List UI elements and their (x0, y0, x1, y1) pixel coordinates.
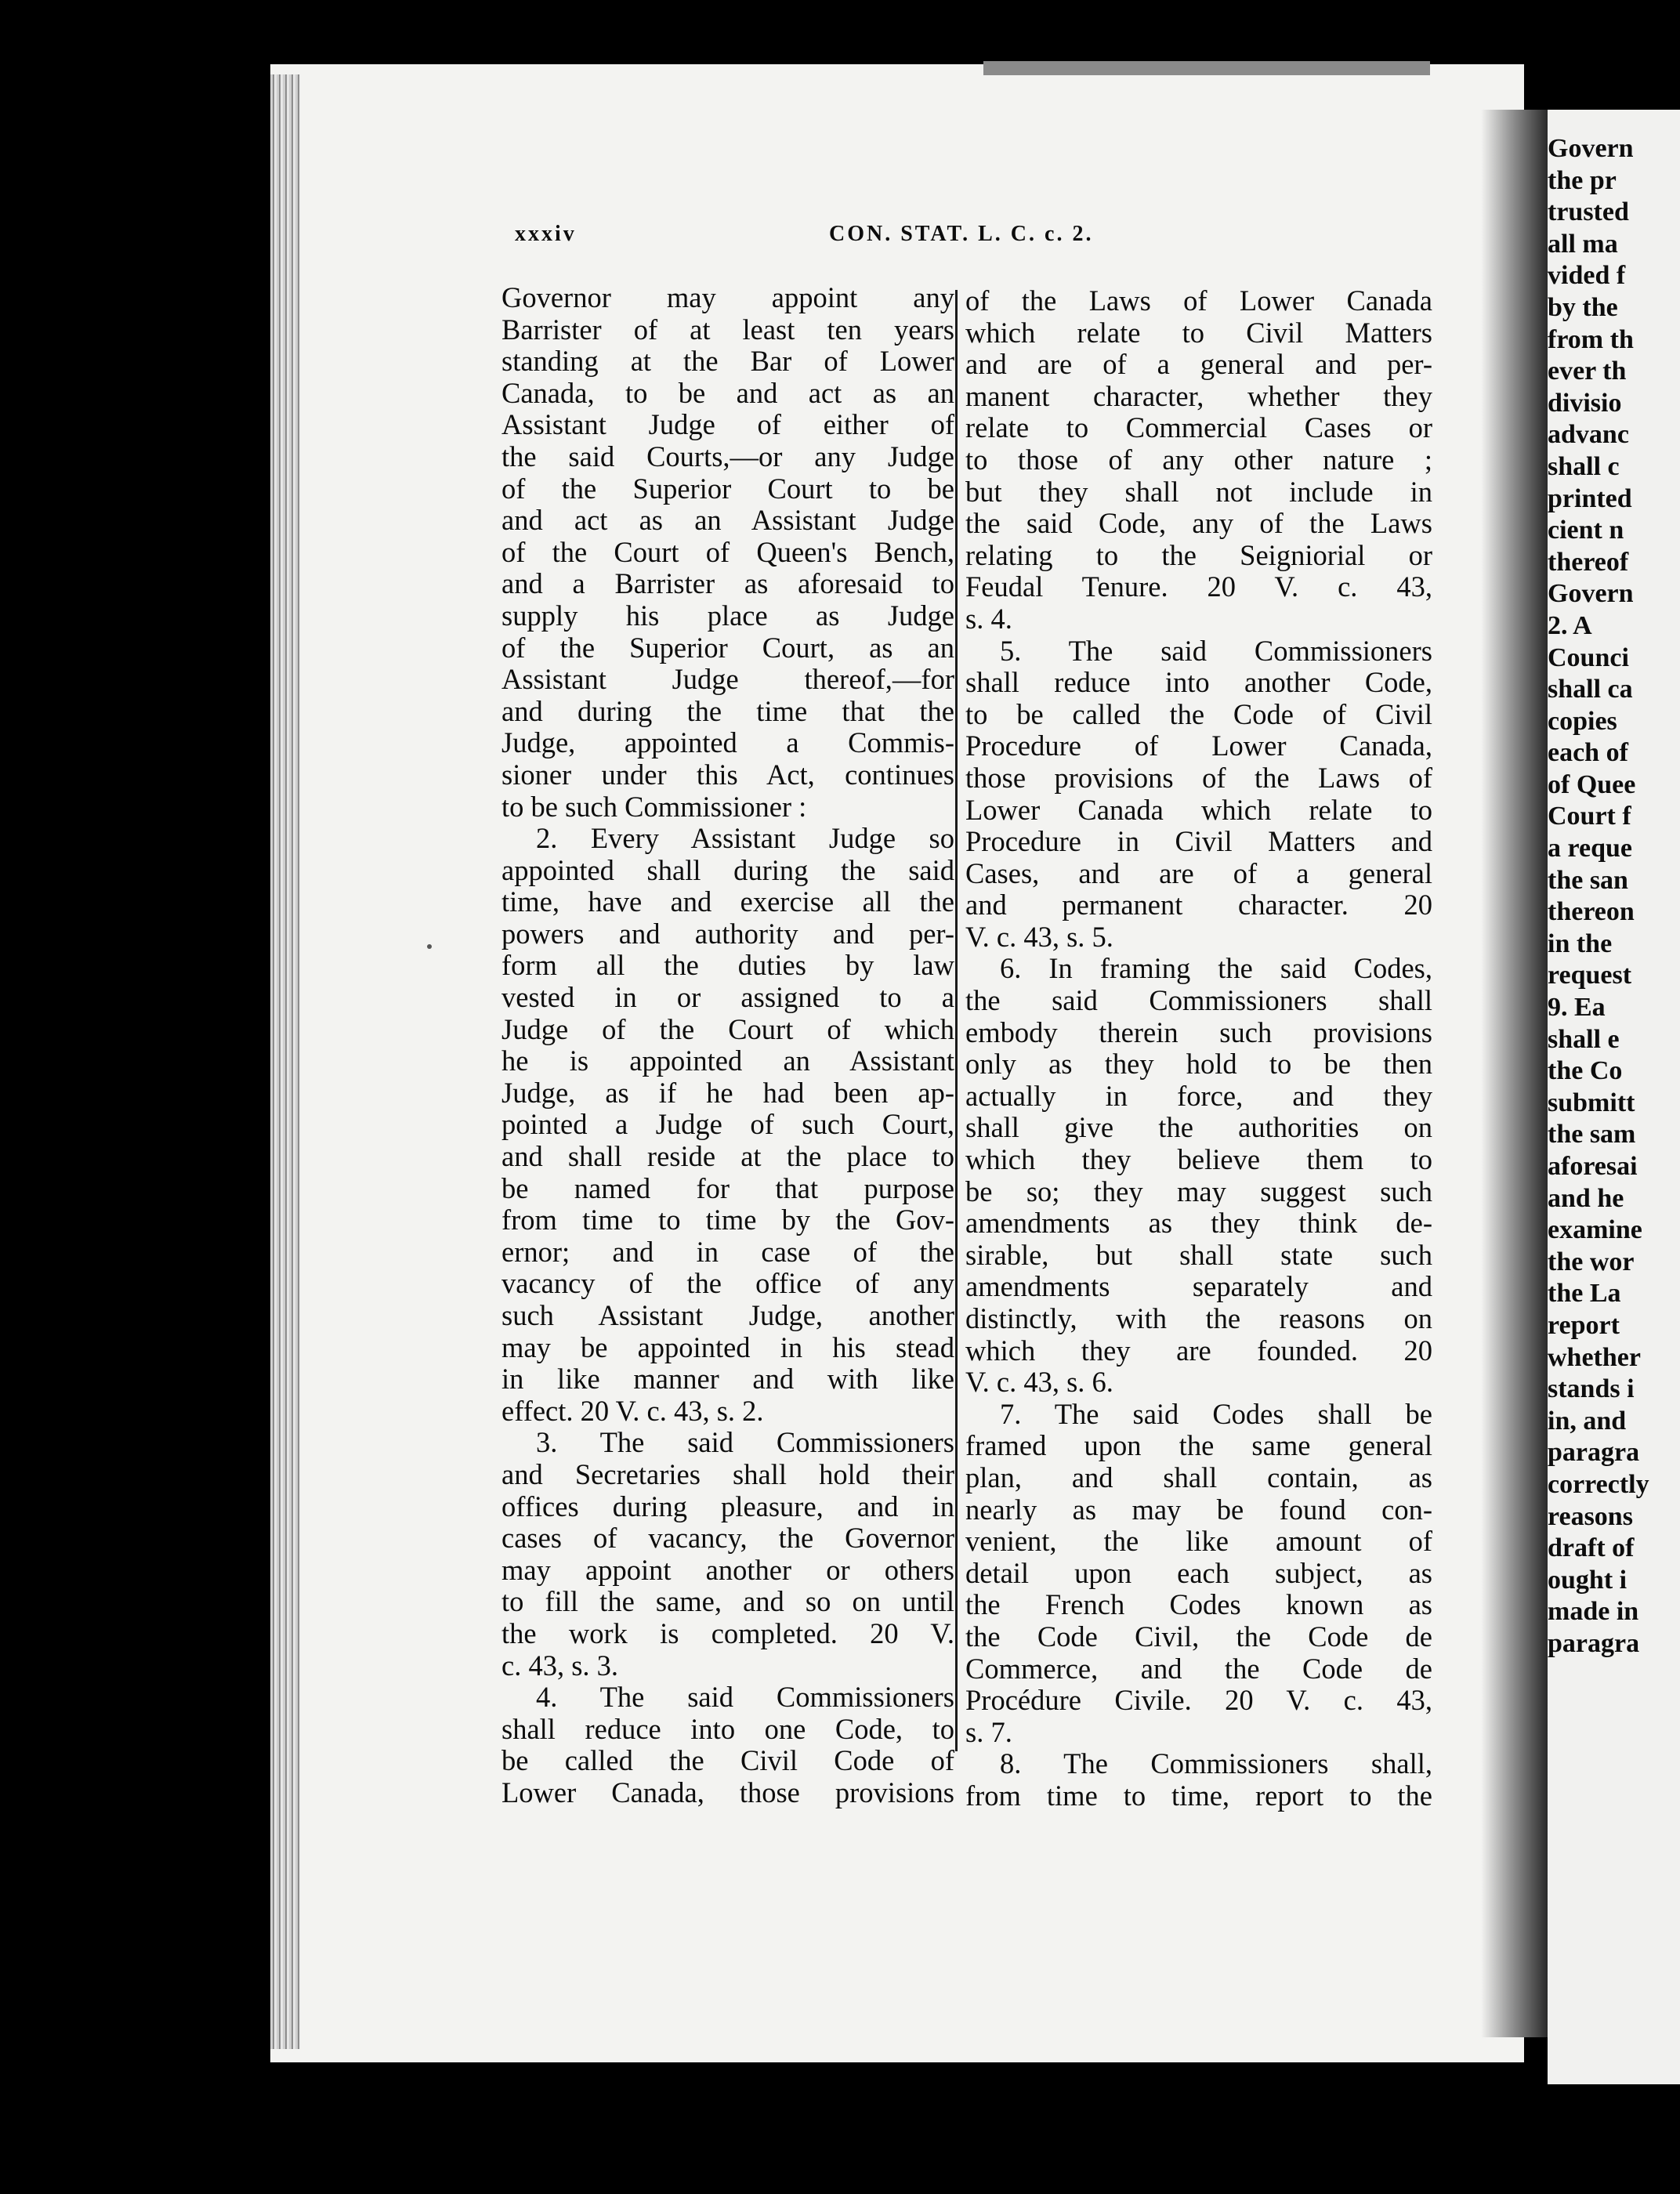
text-line: vested in or assigned to a (501, 981, 954, 1014)
text-line: made in (1548, 1597, 1639, 1627)
text-line: shall e (1548, 1024, 1620, 1054)
text-line: venient, the like amount of (965, 1525, 1432, 1558)
page-number: xxxiv (515, 222, 577, 246)
text-line: but they shall not include in (965, 475, 1432, 508)
text-line: request (1548, 961, 1632, 990)
text-line: thereon (1548, 897, 1635, 927)
text-line: Counci (1548, 643, 1629, 672)
book-gutter (1481, 110, 1551, 2037)
text-line: manent character, whether they (965, 379, 1432, 412)
text-line: shall reduce into one Code, to (501, 1712, 954, 1745)
text-line: Procedure in Civil Matters and (965, 825, 1432, 858)
text-line: of Quee (1548, 769, 1636, 799)
text-line: V. c. 43, s. 5. (965, 920, 1113, 953)
text-line: correctly (1548, 1469, 1649, 1499)
text-line: the said Courts,—or any Judge (501, 440, 954, 472)
text-line: each of (1548, 738, 1628, 768)
text-line: paragra (1548, 1438, 1640, 1468)
text-line: paragra (1548, 1628, 1640, 1658)
text-line: and he (1548, 1183, 1624, 1213)
text-line: c. 43, s. 3. (501, 1649, 619, 1682)
text-line: framed upon the same general (965, 1429, 1432, 1462)
text-line: divisio (1548, 388, 1622, 418)
text-line: Governor may appoint any (501, 281, 954, 313)
text-line: ever th (1548, 357, 1627, 386)
text-line: embody therein such provisions (965, 1016, 1432, 1048)
text-line: sioner under this Act, continues (501, 758, 954, 791)
text-line: printed (1548, 483, 1632, 513)
text-line: 2. A (1548, 610, 1592, 640)
text-line: only as they hold to be then (965, 1048, 1432, 1081)
text-line: Cases, and are of a general (965, 856, 1432, 889)
text-line: appointed shall during the said (501, 853, 954, 886)
text-line: relating to the Seigniorial or (965, 538, 1432, 571)
text-line: ernor; and in case of the (501, 1235, 954, 1268)
text-line: Lower Canada, those provisions (501, 1776, 954, 1808)
text-line: from th (1548, 324, 1634, 354)
text-line: in, and (1548, 1406, 1627, 1436)
text-line: powers and authority and per- (501, 917, 954, 950)
text-line: 8. The Commissioners shall, (1000, 1747, 1432, 1780)
text-line: to be such Commissioner : (501, 790, 807, 823)
text-line: and are of a general and per- (965, 348, 1432, 381)
page-edges (270, 74, 300, 2049)
text-line: the Co (1548, 1056, 1623, 1086)
text-line: copies (1548, 706, 1617, 736)
text-line: the French Codes known as (965, 1588, 1432, 1621)
text-line: whether (1548, 1342, 1641, 1372)
text-line: standing at the Bar of Lower (501, 345, 954, 378)
text-line: such Assistant Judge, another (501, 1299, 954, 1331)
text-line: all ma (1548, 229, 1618, 259)
text-line: amendments separately and (965, 1270, 1432, 1303)
left-column-text (501, 282, 954, 1809)
text-line: Procedure of Lower Canada, (965, 730, 1432, 762)
text-line: supply his place as Judge (501, 599, 954, 632)
text-line: 5. The said Commissioners (1000, 634, 1432, 667)
text-line: vided f (1548, 261, 1626, 291)
running-title: CON. STAT. L. C. c. 2. (829, 222, 1094, 246)
text-line: to be called the Code of Civil (965, 697, 1432, 730)
text-line: a reque (1548, 834, 1632, 863)
text-line: be named for that purpose (501, 1171, 954, 1204)
text-line: Judge, as if he had been ap- (501, 1076, 954, 1109)
text-line: 6. In framing the said Codes, (1000, 952, 1432, 985)
text-line: 7. The said Codes shall be (1000, 1397, 1432, 1430)
text-line: vacancy of the office of any (501, 1267, 954, 1300)
text-line: the pr (1548, 165, 1617, 195)
text-line: and permanent character. 20 (965, 889, 1432, 921)
text-line: and during the time that the (501, 694, 954, 727)
text-line: the said Commissioners shall (965, 984, 1432, 1017)
text-line: in like manner and with like (501, 1363, 954, 1396)
text-line: form all the duties by law (501, 949, 954, 982)
text-line: effect. 20 V. c. 43, s. 2. (501, 1394, 764, 1427)
running-header (0, 222, 1680, 261)
text-line: thereof (1548, 547, 1629, 577)
text-line: by the (1548, 292, 1618, 322)
text-line: Commerce, and the Code de (965, 1652, 1432, 1685)
text-line: time, have and exercise all the (501, 885, 954, 918)
text-line: Judge, appointed a Commis- (501, 726, 954, 759)
speck (427, 944, 432, 949)
text-line: those provisions of the Laws of (965, 761, 1432, 794)
text-line: Govern (1548, 579, 1634, 609)
text-line: the La (1548, 1279, 1621, 1309)
text-line: 9. Ea (1548, 993, 1606, 1023)
text-line: cient n (1548, 516, 1624, 545)
text-line: stands i (1548, 1374, 1635, 1404)
text-line: pointed a Judge of such Court, (501, 1108, 954, 1141)
text-line: shall c (1548, 451, 1620, 481)
text-line: Court f (1548, 802, 1631, 831)
text-line: may appoint another or others (501, 1553, 954, 1586)
text-line: of the Laws of Lower Canada (965, 284, 1432, 317)
column-rule (955, 290, 958, 1751)
text-line: 2. Every Assistant Judge so (536, 822, 954, 855)
text-line: reasons (1548, 1501, 1633, 1531)
text-line: Assistant Judge thereof,—for (501, 663, 954, 696)
text-line: the sam (1548, 1120, 1636, 1149)
text-line: report (1548, 1310, 1620, 1340)
text-line: submitt (1548, 1088, 1635, 1117)
text-line: draft of (1548, 1533, 1635, 1563)
text-line: the Code Civil, the Code de (965, 1620, 1432, 1653)
text-line: the said Code, any of the Laws (965, 507, 1432, 540)
text-line: cases of vacancy, the Governor (501, 1522, 954, 1555)
right-page-text (1548, 133, 1680, 1660)
text-line: 4. The said Commissioners (536, 1681, 954, 1714)
text-line: distinctly, with the reasons on (965, 1302, 1432, 1334)
text-line: V. c. 43, s. 6. (965, 1366, 1113, 1399)
text-line: which they are founded. 20 (965, 1334, 1432, 1367)
text-line: relate to Commercial Cases or (965, 411, 1432, 444)
text-line: examine (1548, 1215, 1642, 1245)
text-line: Assistant Judge of either of (501, 408, 954, 441)
text-line: of the Superior Court to be (501, 472, 954, 505)
text-line: from time to time by the Gov- (501, 1204, 954, 1236)
text-line: offices during pleasure, and in (501, 1490, 954, 1522)
text-line: be so; they may suggest such (965, 1175, 1432, 1207)
text-line: ought i (1548, 1565, 1628, 1595)
text-line: which relate to Civil Matters (965, 316, 1432, 349)
text-line: and shall reside at the place to (501, 1140, 954, 1173)
text-line: Barrister of at least ten years (501, 313, 954, 346)
text-line: may be appointed in his stead (501, 1331, 954, 1363)
text-line: Judge of the Court of which (501, 1012, 954, 1045)
text-line: and act as an Assistant Judge (501, 504, 954, 537)
text-line: Lower Canada which relate to (965, 793, 1432, 826)
text-line: nearly as may be found con- (965, 1493, 1432, 1526)
text-line: Canada, to be and act as an (501, 376, 954, 409)
text-line: actually in force, and they (965, 1079, 1432, 1112)
text-line: the wor (1548, 1247, 1635, 1276)
text-line: trusted (1548, 197, 1629, 227)
text-line: shall reduce into another Code, (965, 666, 1432, 699)
text-line: sirable, but shall state such (965, 1238, 1432, 1271)
text-line: to fill the same, and so on until (501, 1585, 954, 1618)
text-line: be called the Civil Code of (501, 1744, 954, 1777)
text-line: Govern (1548, 134, 1634, 163)
text-line: of the Superior Court, as an (501, 631, 954, 664)
text-line: amendments as they think de- (965, 1207, 1432, 1240)
text-line: advanc (1548, 420, 1629, 450)
text-line: Feudal Tenure. 20 V. c. 43, (965, 570, 1432, 603)
text-line: aforesai (1548, 1152, 1638, 1181)
text-line: he is appointed an Assistant (501, 1045, 954, 1077)
text-line: s. 4. (965, 602, 1012, 635)
text-line: the work is completed. 20 V. (501, 1617, 954, 1649)
text-line: in the (1548, 929, 1613, 958)
text-line: to those of any other nature ; (965, 443, 1432, 476)
text-line: detail upon each subject, as (965, 1556, 1432, 1589)
text-line: the san (1548, 865, 1628, 895)
text-line: of the Court of Queen's Bench, (501, 535, 954, 568)
text-line: shall give the authorities on (965, 1111, 1432, 1144)
middle-column-text (965, 285, 1432, 1812)
text-line: shall ca (1548, 675, 1633, 704)
text-line: from time to time, report to the (965, 1779, 1432, 1812)
text-line: and Secretaries shall hold their (501, 1457, 954, 1490)
text-line: Procédure Civile. 20 V. c. 43, (965, 1684, 1432, 1717)
text-line: plan, and shall contain, as (965, 1461, 1432, 1493)
text-line: and a Barrister as aforesaid to (501, 567, 954, 600)
text-line: 3. The said Commissioners (536, 1426, 954, 1459)
text-line: which they believe them to (965, 1143, 1432, 1176)
page-top-shadow (983, 61, 1430, 75)
right-page (1548, 110, 1680, 2084)
text-line: s. 7. (965, 1715, 1012, 1748)
